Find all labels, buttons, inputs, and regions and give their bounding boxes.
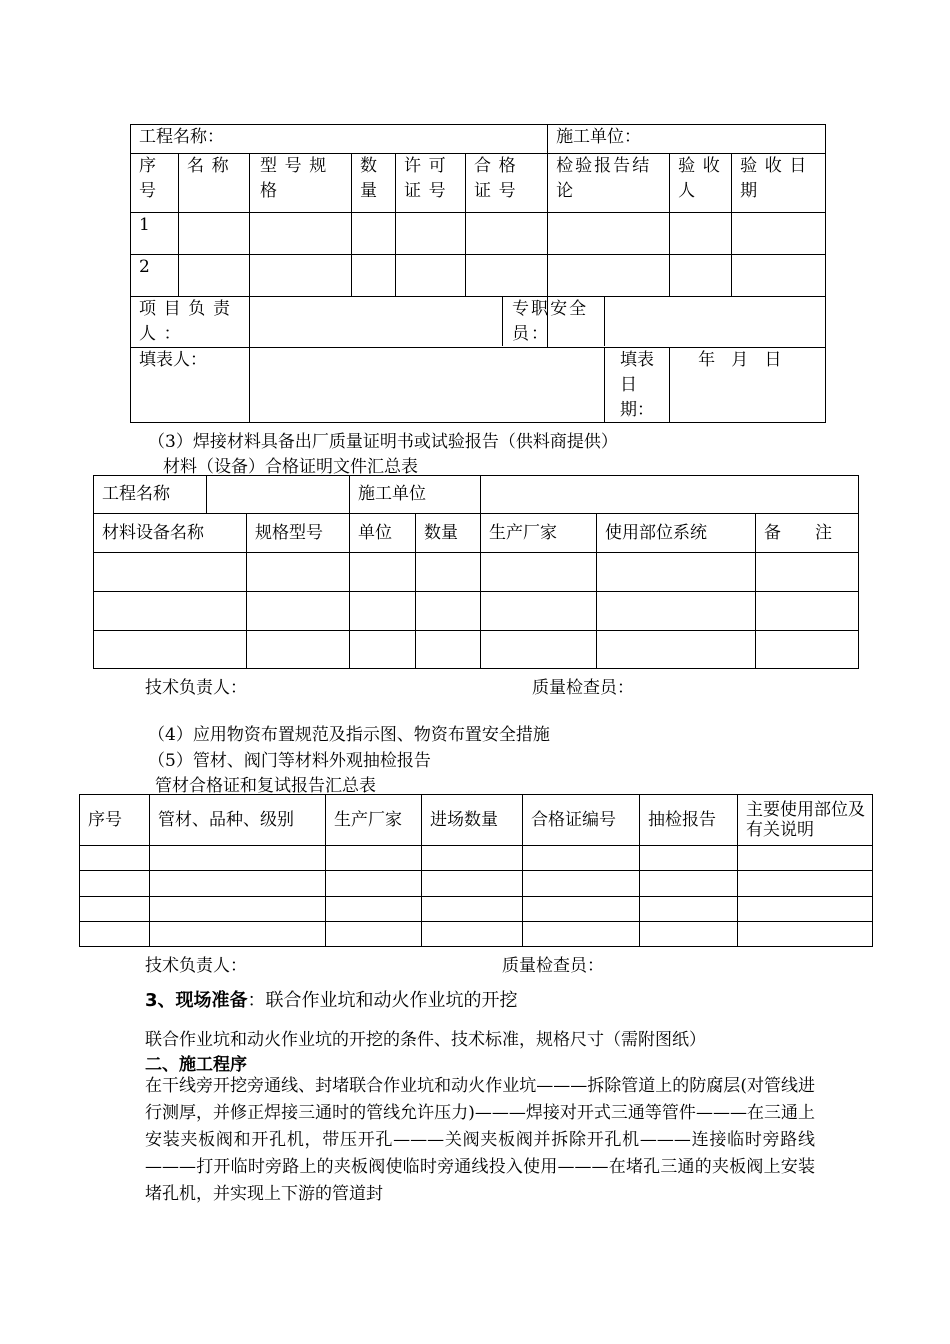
safety-officer-label: 专职安全员： [512,299,589,344]
table-cell [80,922,150,947]
table-cell [523,897,640,922]
table-cell [670,213,732,255]
acceptance-table [130,124,826,423]
quality-inspector-label: 质量检查员： [532,678,634,698]
item-5-text: （5）管材、阀门等材料外观抽检报告 [148,751,431,771]
project-name-value [207,476,350,514]
table-cell [350,631,416,669]
table-cell [738,846,873,871]
item-3-text: （3）焊接材料具备出厂质量证明书或试验报告（供料商提供） [148,432,618,452]
header-cell: 数量 [352,154,396,213]
table-cell [94,631,247,669]
header-cell: 规格型号 [247,514,350,553]
table-cell [597,553,756,592]
table-cell [481,553,597,592]
header-cell: 管材、品种、级别 [150,795,326,846]
table-cell [523,922,640,947]
table-row [94,592,859,631]
material-certificate-table [93,475,859,669]
header-cell: 名称 [179,154,250,213]
header-cell: 验收日期 [732,154,826,213]
table-cell [352,213,396,255]
table-row [94,631,859,669]
part-2-body: 在干线旁开挖旁通线、封堵联合作业坑和动火作业坑———拆除管道上的防腐层(对管线进行测厚，并修正焊接三通时的管线允许压力)———焊接对开式三通等管件———在三通上安装夹板阀和开孔机，带压开孔———关阀夹板阀并拆除开孔机———连接临时旁路线———打开临时旁路上的夹板阀使临时旁通线投入使用———在堵孔三通的夹板阀上安装堵孔机，并实现上下游的管道封 [145,1076,815,1204]
table-row [80,871,873,897]
header-cell: 合格证号 [466,154,548,213]
project-leader-label: 项目负责人： [131,297,250,348]
table-cell [247,592,350,631]
table-cell [738,871,873,897]
table-cell [466,255,548,297]
header-cell: 许可证号 [396,154,466,213]
header-cell: 序号 [131,154,179,213]
table-cell [756,553,859,592]
filled-by-label: 填表人： [131,348,250,423]
table-cell [396,255,466,297]
table-cell [416,553,481,592]
header-cell: 单位 [350,514,416,553]
section-3-heading-line [145,986,518,1012]
table-cell [80,871,150,897]
header-cell: 生产厂家 [481,514,597,553]
header-cell: 验收人 [670,154,732,213]
project-leader-value [250,297,589,348]
section-3-body: 联合作业坑和动火作业坑的开挖的条件、技术标准，规格尺寸（需附图纸） [145,1030,706,1050]
table-cell [640,922,738,947]
table-row [80,897,873,922]
table-cell [94,553,247,592]
table-cell [523,871,640,897]
table-cell [416,631,481,669]
section-3-subtitle: ：联合作业坑和动火作业坑的开挖 [247,990,518,1011]
construction-unit-label: 施工单位 [350,476,481,514]
table-cell [640,846,738,871]
item-4-text: （4）应用物资布置规范及指示图、物资布置安全措施 [148,725,550,745]
table-cell [179,213,250,255]
table-cell [597,631,756,669]
table-cell [326,897,422,922]
table-cell [396,213,466,255]
table-row [131,255,826,297]
table-cell [732,213,826,255]
header-cell: 材料设备名称 [94,514,247,553]
table-cell [150,922,326,947]
table-cell [732,255,826,297]
table3-title: 管材合格证和复试报告汇总表 [155,776,376,796]
construction-unit-value [481,476,859,514]
construction-unit-label: 施工单位： [548,125,826,154]
table-cell [326,846,422,871]
table-cell [756,631,859,669]
fill-date-label: 填表日期： [620,350,654,420]
table-cell [179,255,250,297]
table-cell [247,553,350,592]
table-row [131,213,826,255]
table-cell [150,846,326,871]
table-cell [481,631,597,669]
table-cell [422,871,523,897]
header-cell: 使用部位系统 [597,514,756,553]
table-cell [250,255,352,297]
part-2-heading: 二、施工程序 [145,1055,247,1075]
header-cell: 进场数量 [422,795,523,846]
header-cell: 数量 [416,514,481,553]
header-cell: 抽检报告 [640,795,738,846]
project-name-label: 工程名称 [94,476,207,514]
table-cell [350,553,416,592]
header-cell: 检验报告结论 [548,154,670,213]
header-cell: 备 注 [756,514,859,553]
filled-by-value [250,348,670,423]
row-number: 1 [131,213,179,255]
table-cell [738,897,873,922]
table-cell [80,897,150,922]
tech-leader-label: 技术负责人： [145,956,247,976]
header-cell: 主要使用部位及有关说明 [738,795,873,846]
table-cell [326,922,422,947]
table-cell [597,592,756,631]
fill-date-value: 年 月 日 [670,348,826,423]
table-cell [640,897,738,922]
table-cell [756,592,859,631]
quality-inspector-label: 质量检查员： [502,956,604,976]
header-cell: 型号规格 [250,154,352,213]
header-cell: 序号 [80,795,150,846]
table-cell [150,871,326,897]
pipe-certificate-table [79,794,873,947]
project-name-label: 工程名称： [131,125,548,154]
table-cell [352,255,396,297]
header-cell: 合格证编号 [523,795,640,846]
table-cell [422,846,523,871]
table-row [80,846,873,871]
table-cell [523,846,640,871]
table-cell [94,592,247,631]
table-cell [350,592,416,631]
table-cell [481,592,597,631]
table-cell [738,922,873,947]
table-cell [250,213,352,255]
table-cell [247,631,350,669]
section-3-heading: 3、现场准备 [145,990,248,1011]
table-cell [416,592,481,631]
table-cell [548,213,670,255]
table-cell [326,871,422,897]
table-cell [466,213,548,255]
table-row [80,922,873,947]
table-cell [422,922,523,947]
table-cell [640,871,738,897]
table2-title: 材料（设备）合格证明文件汇总表 [163,457,418,477]
table-cell [80,846,150,871]
tech-leader-label: 技术负责人： [145,678,247,698]
table-row [94,553,859,592]
header-cell: 生产厂家 [326,795,422,846]
table-cell [150,897,326,922]
row-number: 2 [131,255,179,297]
table-cell [670,255,732,297]
table-cell [548,255,670,297]
table-cell [422,897,523,922]
